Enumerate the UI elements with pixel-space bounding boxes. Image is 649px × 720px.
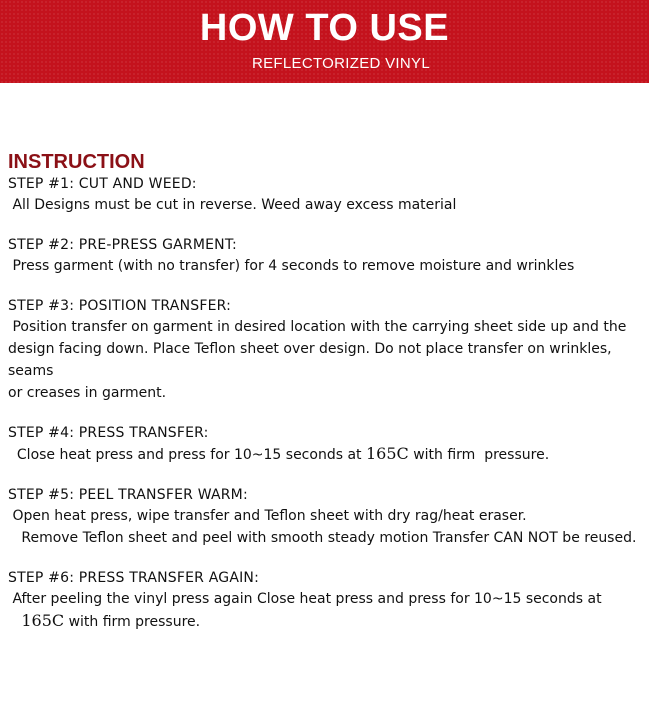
- step-text: Remove Teflon sheet and peel with smooth steady motion Transfer CAN NOT be reused.: [8, 530, 637, 546]
- step-text-part: with firm pressure.: [64, 614, 201, 630]
- step-text: After peeling the vinyl press again Close heat press and press for 10~15 seconds at: [8, 591, 602, 607]
- step-text: Open heat press, wipe transfer and Teflon sheet with dry rag/heat eraser.: [8, 508, 527, 524]
- step-6: [8, 568, 644, 633]
- step-heading: STEP #6: PRESS TRANSFER AGAIN:: [8, 570, 260, 586]
- header-banner: [0, 0, 649, 83]
- step-text: design facing down. Place Teflon sheet over design. Do not place transfer on wrinkles, seams: [8, 341, 617, 379]
- banner-subtitle: REFLECTORIZED VINYL: [252, 55, 430, 72]
- temperature-value: 165C: [21, 611, 65, 630]
- step-text-part: [8, 614, 21, 630]
- instruction-title: INSTRUCTION: [8, 151, 145, 173]
- steps-list: [8, 174, 644, 633]
- step-1: [8, 174, 644, 216]
- instruction-section: [8, 150, 644, 652]
- step-heading: STEP #5: PEEL TRANSFER WARM:: [8, 487, 248, 503]
- step-heading: STEP #2: PRE-PRESS GARMENT:: [8, 237, 237, 253]
- step-4: [8, 423, 644, 466]
- step-3: [8, 296, 644, 404]
- step-heading: STEP #3: POSITION TRANSFER:: [8, 298, 232, 314]
- step-2: [8, 235, 644, 277]
- step-text: All Designs must be cut in reverse. Weed away excess material: [8, 197, 457, 213]
- step-5: [8, 485, 644, 549]
- temperature-value: 165C: [365, 444, 409, 463]
- banner-title: HOW TO USE: [199, 7, 450, 49]
- step-heading: STEP #4: PRESS TRANSFER:: [8, 425, 209, 441]
- step-text: [8, 610, 644, 633]
- step-text: [8, 443, 644, 466]
- step-text-part: with firm pressure.: [408, 447, 550, 463]
- step-heading: STEP #1: CUT AND WEED:: [8, 176, 197, 192]
- step-text: Position transfer on garment in desired location with the carrying sheet side up and the: [8, 319, 627, 335]
- step-text: or creases in garment.: [8, 385, 167, 401]
- step-text-part: Close heat press and press for 10~15 seconds at: [8, 447, 366, 463]
- step-text: Press garment (with no transfer) for 4 seconds to remove moisture and wrinkles: [8, 258, 575, 274]
